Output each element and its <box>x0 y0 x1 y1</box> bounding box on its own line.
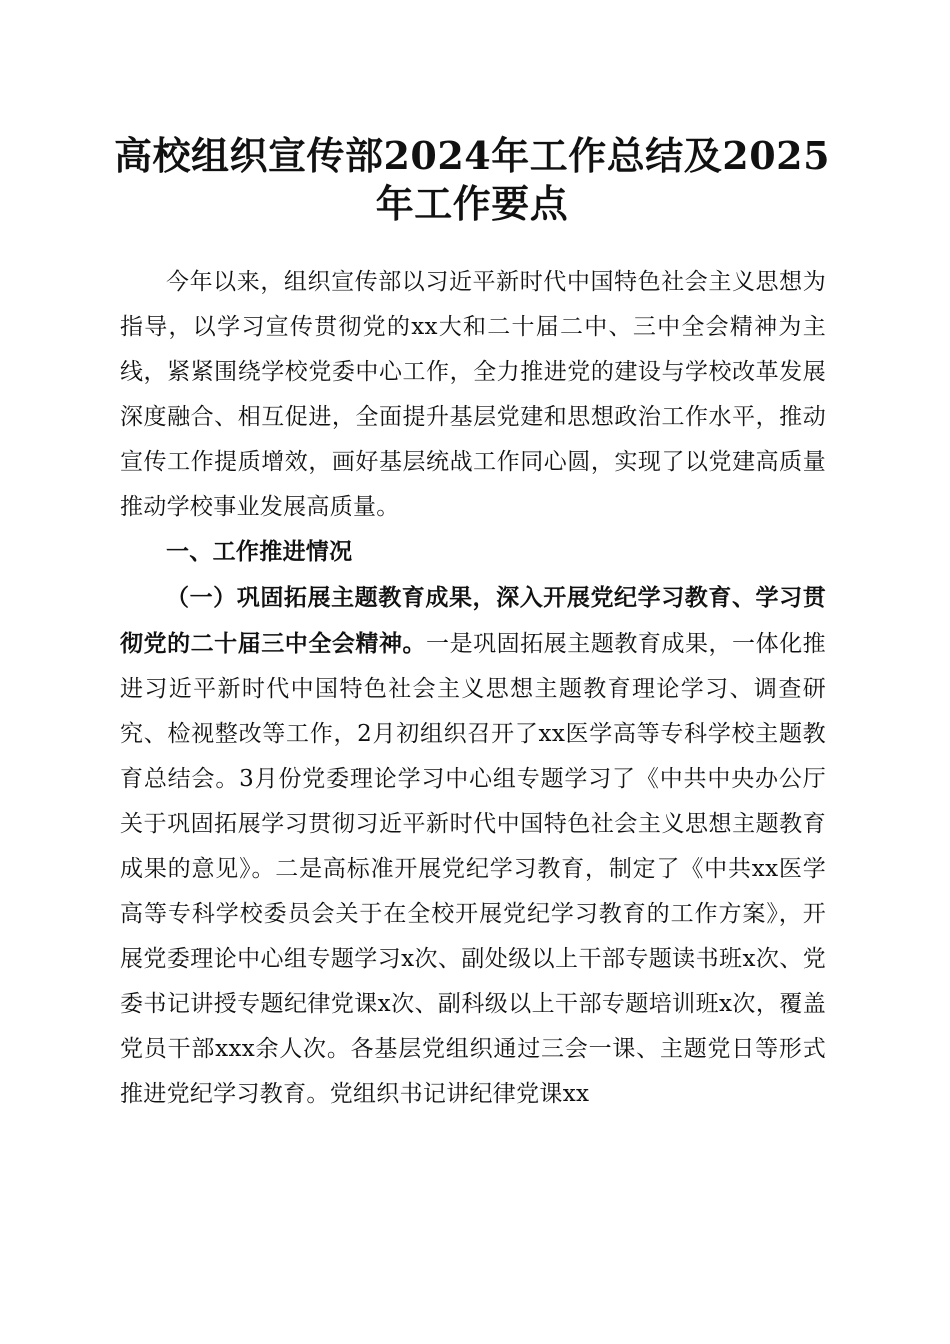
subsection-heading: （一）巩固拓展主题教育成果，深入开展党纪学习教育、学习贯彻党的二十届三中全会精神。 <box>120 584 826 657</box>
subsection-paragraph <box>120 575 826 1117</box>
intro-paragraph: 今年以来，组织宣传部以习近平新时代中国特色社会主义思想为指导，以学习宣传贯彻党的xx大和二十届二中、三中全会精神为主线，紧紧围绕学校党委中心工作，全力推进党的建设与学校改革发展深度融合、相互促进，全面提升基层党建和思想政治工作水平，推动宣传工作提质增效，画好基层统战工作同心圆，实现了以党建高质量推动学校事业发展高质量。 <box>120 269 826 520</box>
document-body <box>120 260 826 1117</box>
section-heading: 一、工作推进情况 <box>166 539 353 565</box>
subsection-body: 一是巩固拓展主题教育成果，一体化推进习近平新时代中国特色社会主义思想主题教育理论学习、调查研究、检视整改等工作，2月初组织召开了xx医学高等专科学校主题教育总结会。3月份党委理论学习中心组专题学习了《中共中央办公厅关于巩固拓展学习贯彻习近平新时代中国特色社会主义思想主题教育成果的意见》。二是高标准开展党纪学习教育，制定了《中共xx医学高等专科学校委员会关于在全校开展党纪学习教育的工作方案》，开展党委理论中心组专题学习x次、副处级以上干部专题读书班x次、党委书记讲授专题纪律党课x次、副科级以上干部专题培训班x次，覆盖党员干部xxx余人次。各基层党组织通过三会一课、主题党日等形式推进党纪学习教育。党组织书记讲纪律党课xx <box>120 631 826 1107</box>
document-title: 高校组织宣传部2024年工作总结及2025年工作要点 <box>113 133 831 226</box>
